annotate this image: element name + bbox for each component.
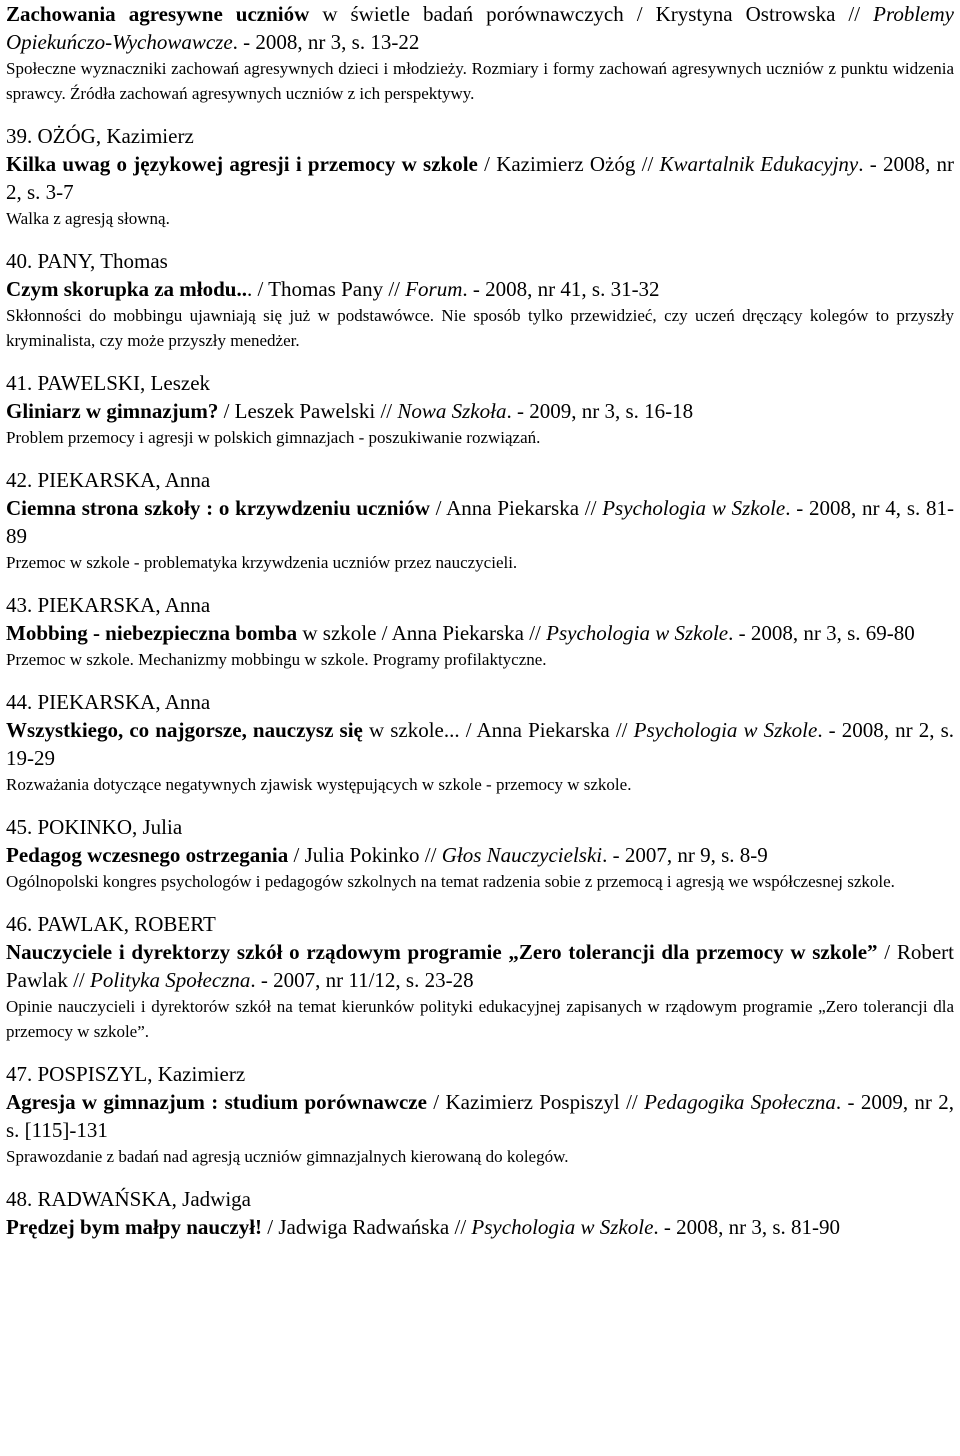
entry-journal: Kwartalnik Edukacyjny xyxy=(659,152,859,176)
entry-title: Pedagog wczesnego ostrzegania xyxy=(6,843,289,867)
entry-author-separator: / Kazimierz Pospiszyl // xyxy=(426,1090,645,1114)
entry-citation xyxy=(6,397,954,425)
bibliography-entry xyxy=(6,1185,954,1241)
entry-journal: Psychologia w Szkole xyxy=(602,496,786,520)
entry-issue: . - 2008, nr 2, s. 19-29 xyxy=(6,718,954,770)
entry-title: Gliniarz w gimnazjum? xyxy=(6,399,219,423)
entry-title: Zachowania agresywne uczniów xyxy=(6,2,310,26)
bibliography-entry xyxy=(6,466,954,575)
entry-issue: . - 2008, nr 3, s. 13-22 xyxy=(232,30,420,54)
entry-citation xyxy=(6,494,954,550)
entry-issue: . - 2007, nr 9, s. 8-9 xyxy=(602,843,768,867)
entry-title: Mobbing - niebezpieczna bomba xyxy=(6,621,298,645)
bibliography-entry xyxy=(6,591,954,672)
entry-description: Ogólnopolski kongres psychologów i pedagogów szkolnych na temat radzenia sobie z przemocą i agresją we współczesnej szkole. xyxy=(6,872,895,891)
entry-title: Prędzej bym małpy nauczył! xyxy=(6,1215,263,1239)
entry-journal: Forum xyxy=(405,277,463,301)
bibliography-entry xyxy=(6,688,954,797)
entry-heading: 44. PIEKARSKA, Anna xyxy=(6,690,211,714)
entry-author-separator: / Julia Pokinko // xyxy=(288,843,442,867)
entry-journal: Głos Nauczycielski xyxy=(441,843,603,867)
bibliography-entry xyxy=(6,122,954,231)
entry-heading: 41. PAWELSKI, Leszek xyxy=(6,371,211,395)
bibliography-entry xyxy=(6,369,954,450)
entry-journal: Psychologia w Szkole xyxy=(633,718,818,742)
entry-issue: . - 2007, nr 11/12, s. 23-28 xyxy=(250,968,474,992)
entry-title: Ciemna strona szkoły : o krzywdzeniu uczniów xyxy=(6,496,430,520)
entry-citation xyxy=(6,1213,954,1241)
entry-journal: Nowa Szkoła xyxy=(397,399,507,423)
intro-entry xyxy=(6,0,954,106)
entry-issue: . - 2008, nr 3, s. 69-80 xyxy=(728,621,915,645)
entry-citation xyxy=(6,1088,954,1144)
entry-issue: . - 2008, nr 2, s. 3-7 xyxy=(6,152,954,204)
entry-citation xyxy=(6,275,954,303)
entry-title: Kilka uwag o językowej agresji i przemocy w szkole xyxy=(6,152,478,176)
entry-title: Nauczyciele i dyrektorzy szkół o rządowym programie „Zero tolerancji dla przemocy w szkole” xyxy=(6,940,878,964)
entry-author-separator: w szkole / Anna Piekarska // xyxy=(297,621,547,645)
entry-author-separator: / Jadwiga Radwańska // xyxy=(262,1215,472,1239)
entry-title: Czym skorupka za młodu.. xyxy=(6,277,247,301)
entry-citation xyxy=(6,619,954,647)
entry-heading: 47. POSPISZYL, Kazimierz xyxy=(6,1062,246,1086)
entry-citation xyxy=(6,938,954,994)
entry-author-separator: / Robert Pawlak // xyxy=(6,940,954,992)
entry-author-separator: w świetle badań porównawczych / Krystyna Ostrowska // xyxy=(309,2,874,26)
entry-issue: . - 2008, nr 3, s. 81-90 xyxy=(653,1215,841,1239)
entry-citation xyxy=(6,0,954,56)
entry-journal: Polityka Społeczna xyxy=(90,968,251,992)
bibliography-entry xyxy=(6,1060,954,1169)
bibliography-entry xyxy=(6,247,954,353)
entry-heading: 42. PIEKARSKA, Anna xyxy=(6,468,211,492)
entry-issue: . - 2008, nr 4, s. 81-89 xyxy=(6,496,955,548)
entry-description: Rozważania dotyczące negatywnych zjawisk występujących w szkole - przemocy w szkole. xyxy=(6,775,632,794)
entry-description: Opinie nauczycieli i dyrektorów szkół na temat kierunków polityki edukacyjnej zapisanych w rządowym programie „Zero tolerancji dla przemocy w szkole”. xyxy=(6,997,954,1041)
entry-journal: Psychologia w Szkole xyxy=(471,1215,654,1239)
entry-title: Agresja w gimnazjum : studium porównawcze xyxy=(6,1090,427,1114)
entries-list xyxy=(6,122,954,1241)
entry-description: Społeczne wyznaczniki zachowań agresywnych dzieci i młodzieży. Rozmiary i formy zachowań agresywnych uczniów z punktu widzenia sprawcy. Źródła zachowań agresywnych uczniów z ich perspektywy. xyxy=(6,59,954,103)
entry-citation xyxy=(6,150,954,206)
entry-description: Walka z agresją słowną. xyxy=(6,209,170,228)
entry-description: Sprawozdanie z badań nad agresją uczniów gimnazjalnych kierowaną do kolegów. xyxy=(6,1147,569,1166)
entry-heading: 48. RADWAŃSKA, Jadwiga xyxy=(6,1187,251,1211)
entry-heading: 45. POKINKO, Julia xyxy=(6,815,183,839)
bibliography-entry xyxy=(6,910,954,1044)
entry-author-separator: . / Thomas Pany // xyxy=(246,277,406,301)
entry-heading: 46. PAWLAK, ROBERT xyxy=(6,912,216,936)
entry-citation xyxy=(6,716,954,772)
entry-issue: . - 2009, nr 2, s. [115]-131 xyxy=(6,1090,954,1142)
bibliography-entry xyxy=(6,813,954,894)
entry-description: Przemoc w szkole - problematyka krzywdzenia uczniów przez nauczycieli. xyxy=(6,553,518,572)
entry-heading: 39. OŻÓG, Kazimierz xyxy=(6,124,194,148)
entry-author-separator: / Anna Piekarska // xyxy=(429,496,603,520)
entry-author-separator: / Kazimierz Ożóg // xyxy=(477,152,660,176)
entry-author-separator: w szkole... / Anna Piekarska // xyxy=(362,718,634,742)
entry-heading: 40. PANY, Thomas xyxy=(6,249,168,273)
entry-issue: . - 2009, nr 3, s. 16-18 xyxy=(506,399,694,423)
entry-heading: 43. PIEKARSKA, Anna xyxy=(6,593,211,617)
entry-citation xyxy=(6,841,954,869)
entry-journal: Pedagogika Społeczna xyxy=(644,1090,836,1114)
entry-description: Skłonności do mobbingu ujawniają się już w podstawówce. Nie sposób tylko przewidzieć, czy uczeń dręczący kolegów to przyszły kryminalista, czy może przyszły menedżer. xyxy=(6,306,954,350)
entry-journal: Problemy Opiekuńczo-Wychowawcze xyxy=(6,2,954,54)
entry-description: Problem przemocy i agresji w polskich gimnazjach - poszukiwanie rozwiązań. xyxy=(6,428,541,447)
entry-issue: . - 2008, nr 41, s. 31-32 xyxy=(462,277,660,301)
entry-journal: Psychologia w Szkole xyxy=(546,621,729,645)
entry-description: Przemoc w szkole. Mechanizmy mobbingu w szkole. Programy profilaktyczne. xyxy=(6,650,547,669)
entry-title: Wszystkiego, co najgorsze, nauczysz się xyxy=(6,718,363,742)
entry-author-separator: / Leszek Pawelski // xyxy=(218,399,398,423)
